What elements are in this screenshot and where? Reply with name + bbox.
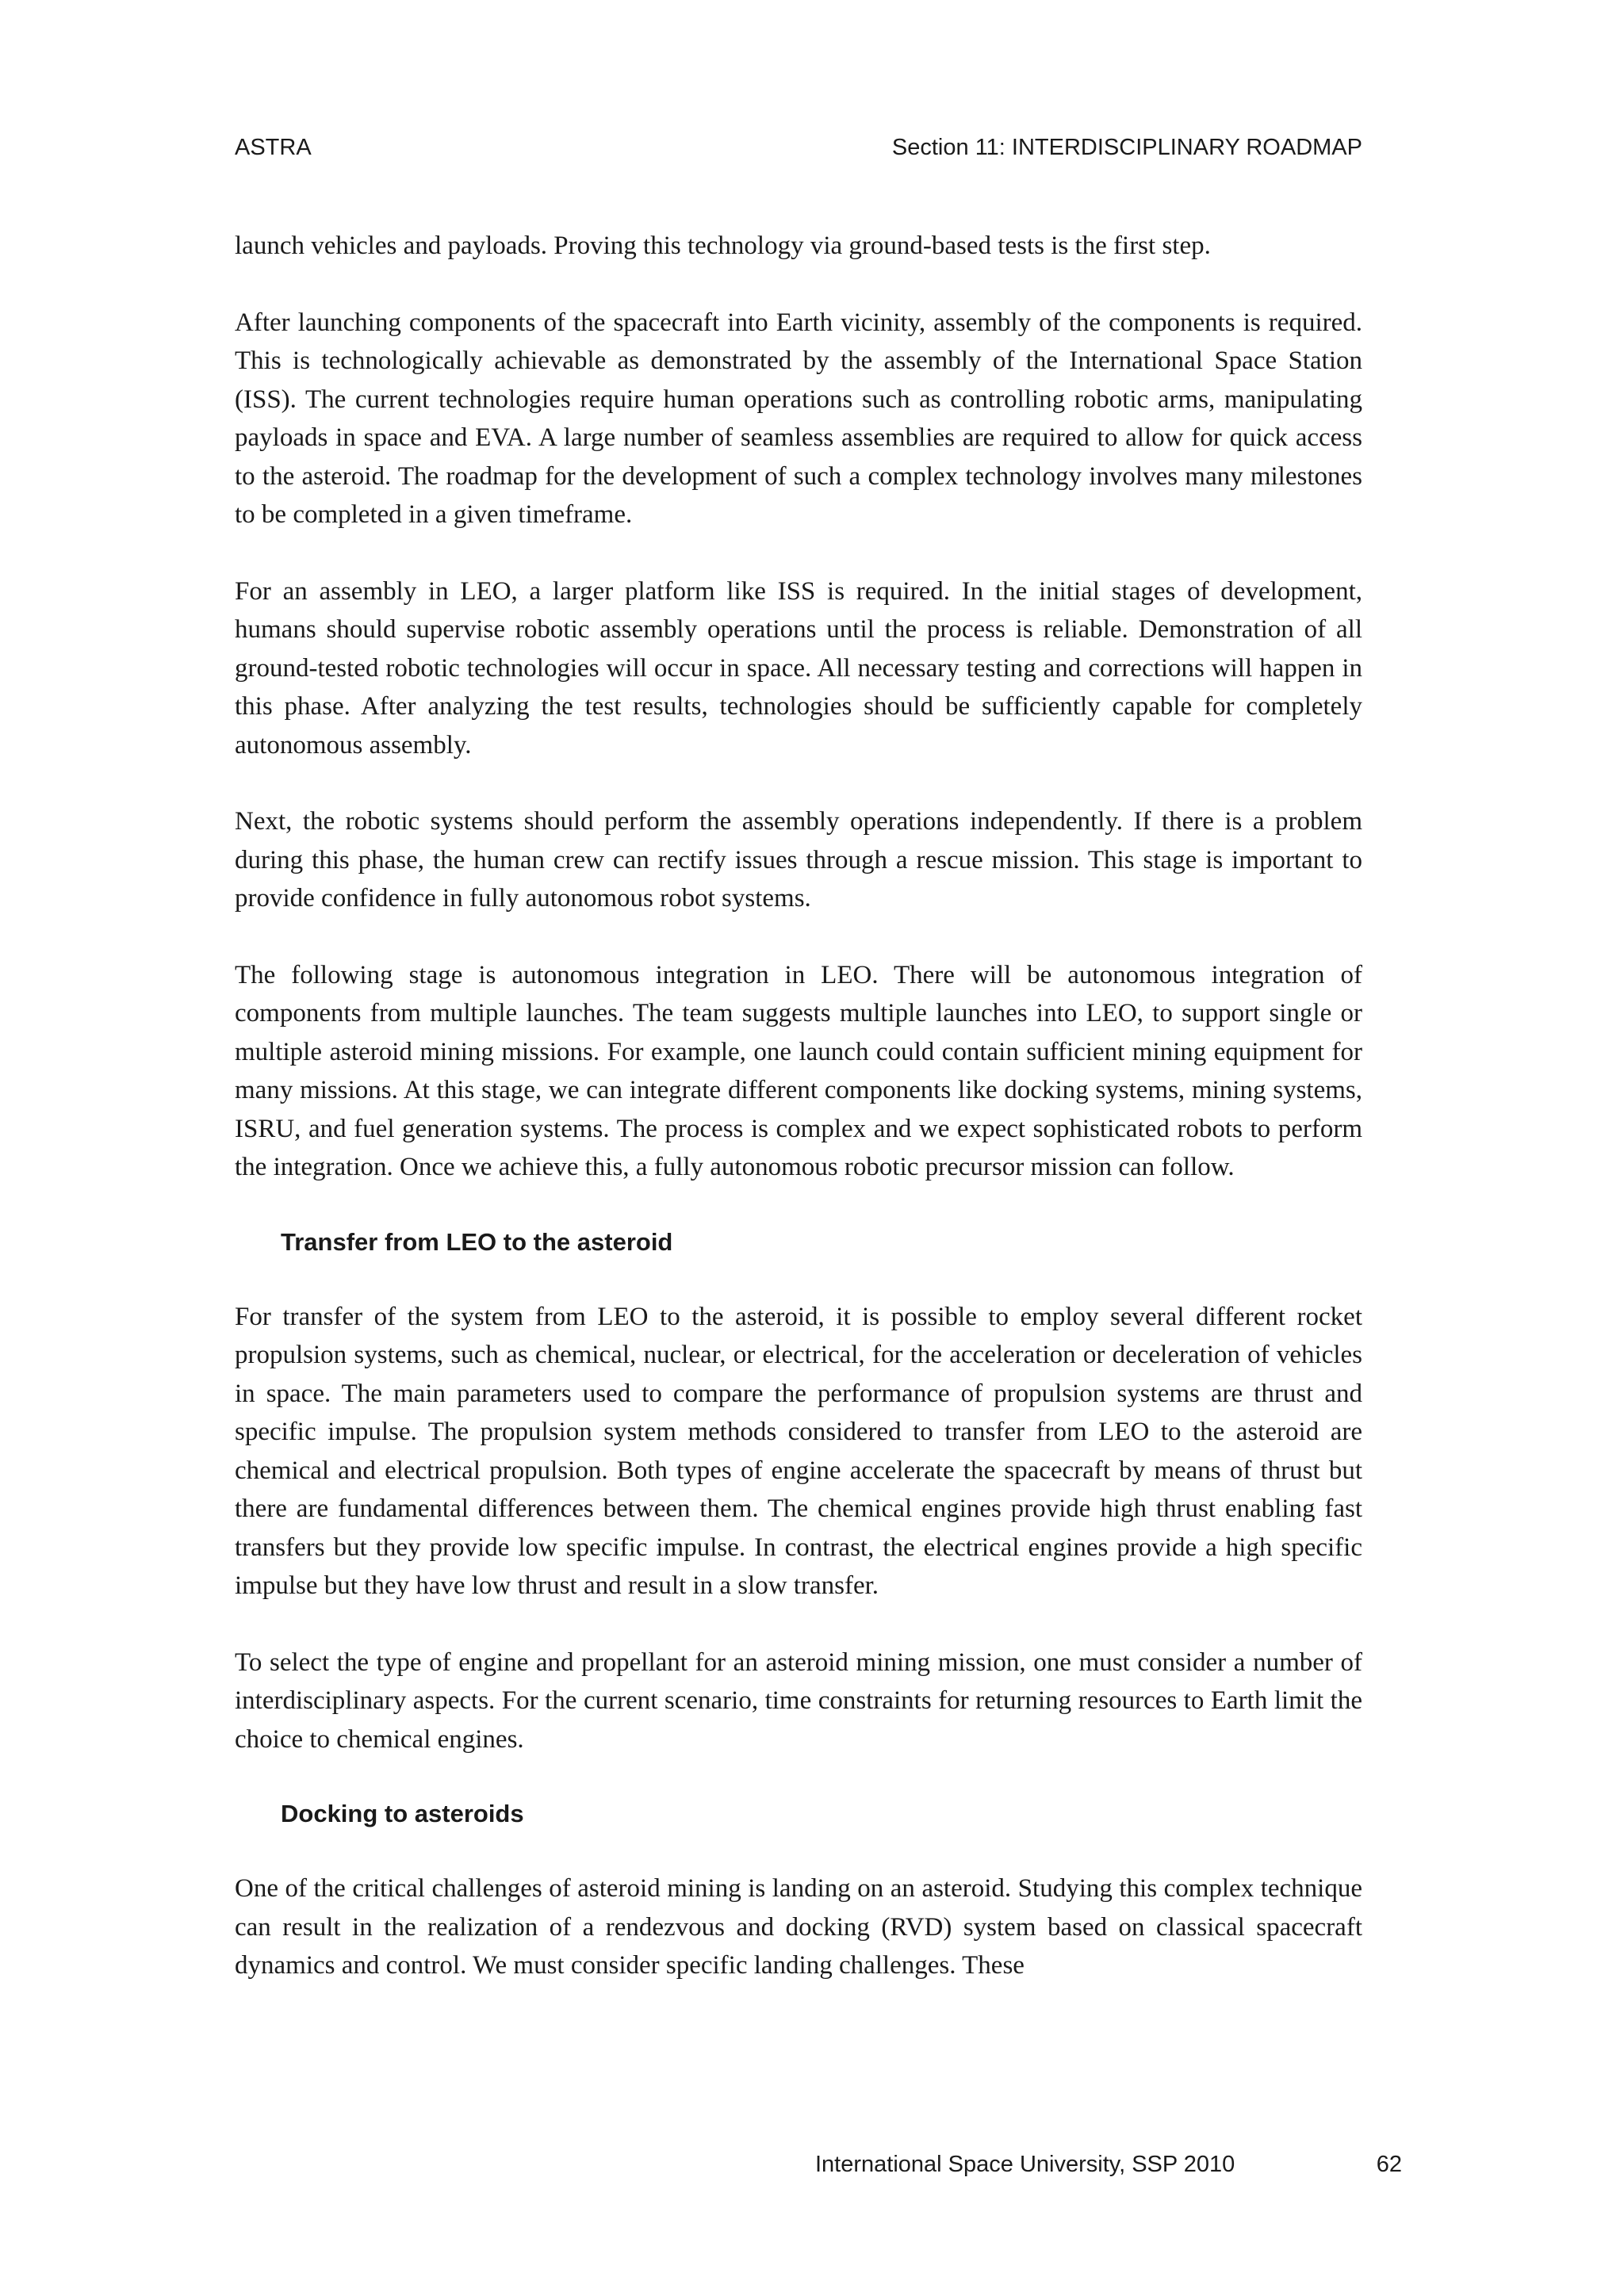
page-body [235,227,1362,2023]
heading-transfer-leo: Transfer from LEO to the asteroid [281,1227,673,1256]
header-document-title: ASTRA [235,135,312,160]
paragraph-engine-selection: To select the type of engine and propellant for an asteroid mining mission, one must consider a number of interdisciplinary aspects. For the current scenario, time constraints for returning resources to Earth limit the choice to chemical engines. [235,1647,1362,1754]
heading-docking: Docking to asteroids [281,1800,524,1827]
paragraph-autonomous-integration: The following stage is autonomous integration in LEO. There will be autonomous integration of components from multiple launches. The team suggests multiple launches into LEO, to support single or multiple asteroid mining missions. For example, one launch could contain sufficient mining equipment for many missions. At this stage, we can integrate different components like docking systems, mining systems, ISRU, and fuel generation systems. The process is complex and we expect sophisticated robots to perform the integration. Once we achieve this, a fully autonomous robotic precursor mission can follow. [235,960,1362,1181]
paragraph-landing-challenges: One of the critical challenges of asteroid mining is landing on an asteroid. Studying this complex technique can result in the realization of a rendezvous and docking (RVD) system based on classical spacecraft dynamics and control. We must consider specific landing challenges. These [235,1874,1362,1980]
paragraph-robotic-independence: Next, the robotic systems should perform the assembly operations independently. If there is a problem during this phase, the human crew can rectify issues through a rescue mission. This stage is important to provide confidence in fully autonomous robot systems. [235,807,1362,913]
footer-institution: International Space University, SSP 2010 [815,2152,1235,2177]
paragraph-propulsion-systems: For transfer of the system from LEO to the asteroid, it is possible to employ several different rocket propulsion systems, such as chemical, nuclear, or electrical, for the acceleration or deceleration of vehicles in space. The main parameters used to compare the performance of propulsion systems are thrust and specific impulse. The propulsion system methods considered to transfer from LEO to the asteroid are chemical and electrical propulsion. Both types of engine accelerate the spacecraft by means of thrust but there are fundamental differences between them. The chemical engines provide high thrust enabling fast transfers but they provide low specific impulse. In contrast, the electrical engines provide a high specific impulse but they have low thrust and result in a slow transfer. [235,1302,1362,1600]
page-header [235,135,1362,170]
header-section-title: Section 11: INTERDISCIPLINARY ROADMAP [891,135,1362,160]
page-number: 62 [1376,2152,1402,2177]
paragraph-assembly: After launching components of the spacecraft into Earth vicinity, assembly of the components is required. This is technologically achievable as demonstrated by the assembly of the International Space Station (ISS). The current technologies require human operations such as controlling robotic arms, manipulating payloads in space and EVA. A large number of seamless assemblies are required to allow for quick access to the asteroid. The roadmap for the development of such a complex technology involves many milestones to be completed in a given timeframe. [235,308,1362,529]
paragraph-launch-vehicles: launch vehicles and payloads. Proving this technology via ground-based tests is the first step. [235,232,1211,260]
page-footer [235,2152,1402,2187]
paragraph-leo-assembly: For an assembly in LEO, a larger platform like ISS is required. In the initial stages of development, humans should supervise robotic assembly operations until the process is reliable. Demonstration of all ground-tested robotic technologies will occur in space. All necessary testing and corrections will happen in this phase. After analyzing the test results, technologies should be sufficiently capable for completely autonomous assembly. [235,576,1362,760]
